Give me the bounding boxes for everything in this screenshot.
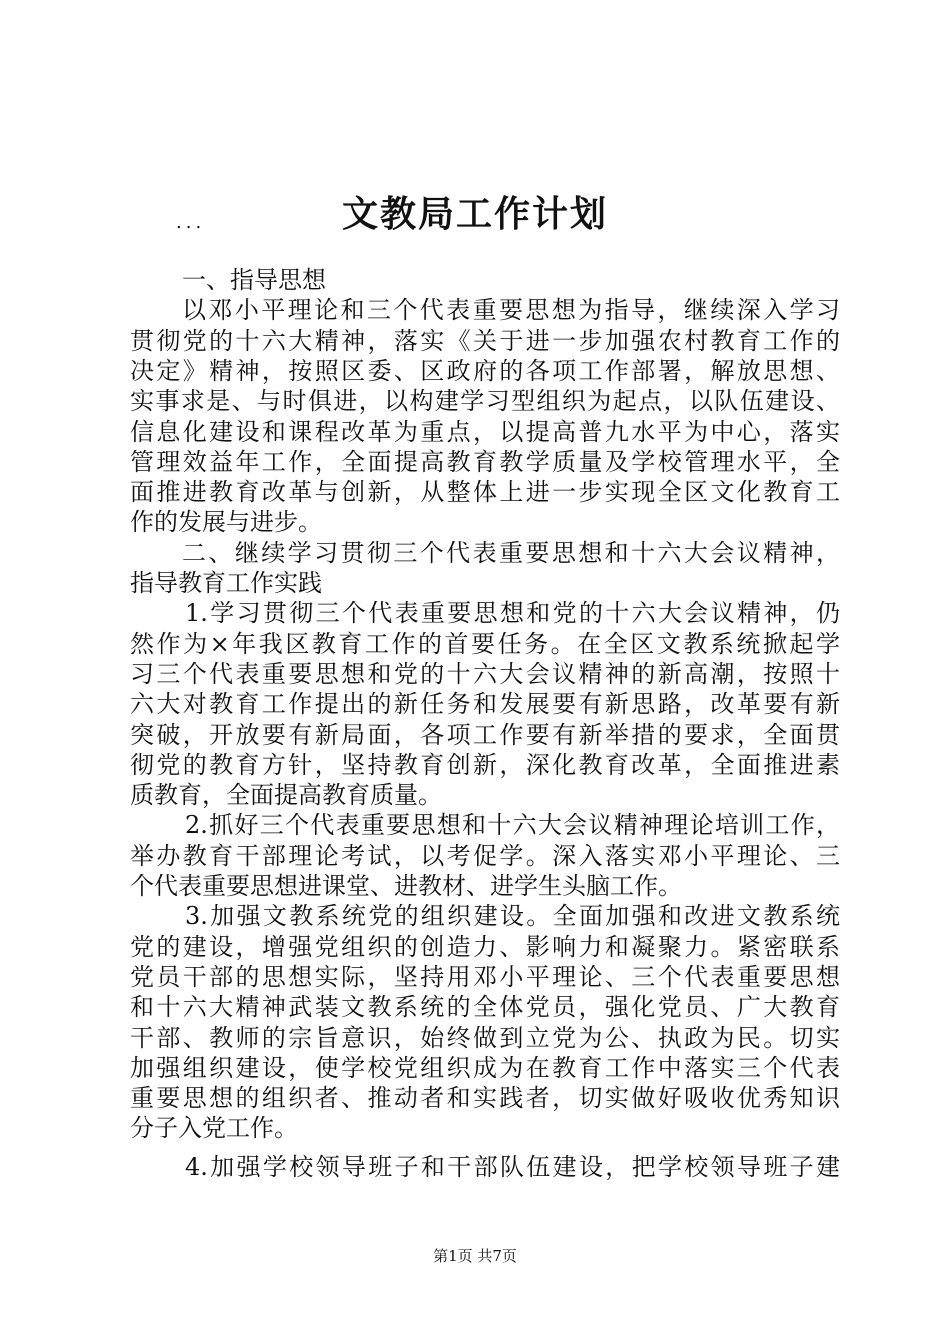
text-line: 举办教育干部理论考试，以考促学。深入落实邓小平理论、三: [130, 841, 840, 870]
text-line: 指导教育工作实践: [130, 569, 322, 597]
text-line: 和十六大精神武装文教系统的全体党员，强化党员、广大教育: [130, 993, 840, 1022]
text-line: 重要思想的组织者、推动者和实践者，切实做好吸收优秀知识: [130, 1084, 840, 1113]
text-line: 贯彻党的十六大精神，落实《关于进一步加强农村教育工作的: [130, 326, 840, 355]
text-line: 一、指导思想: [182, 266, 326, 294]
text-line: 作的发展与进步。: [130, 508, 322, 537]
text-line: 习三个代表重要思想和党的十六大会议精神的新高潮，按照十: [130, 659, 840, 688]
text-line: 面推进教育改革与创新，从整体上进一步实现全区文化教育工: [130, 478, 840, 507]
text-line: 党的建设，增强党组织的创造力、影响力和凝聚力。紧密联系: [130, 932, 840, 961]
text-line: 分子入党工作。: [130, 1114, 298, 1143]
text-line: 2.抓好三个代表重要思想和十六大会议精神理论培训工作，: [185, 811, 840, 840]
text-line: 实事求是、与时俱进，以构建学习型组织为起点，以队伍建设、: [130, 387, 840, 416]
text-line: 质教育，全面提高教育质量。: [130, 781, 442, 810]
text-line: 加强组织建设，使学校党组织成为在教育工作中落实三个代表: [130, 1053, 840, 1082]
text-line: 个代表重要思想进课堂、进教材、进学生头脑工作。: [130, 872, 682, 900]
page-number: 第1页 共7页: [433, 1247, 517, 1265]
ellipsis: ...: [176, 212, 206, 233]
text-line: 决定》精神，按照区委、区政府的各项工作部署，解放思想、: [130, 356, 840, 385]
text-line: 信息化建设和课程改革为重点，以提高普九水平为中心，落实: [130, 417, 840, 446]
text-line: 1.学习贯彻三个代表重要思想和党的十六大会议精神，仍: [185, 599, 840, 628]
text-line: 然作为×年我区教育工作的首要任务。在全区文教系统掀起学: [130, 629, 840, 658]
text-line: 干部、教师的宗旨意识，始终做到立党为公、执政为民。切实: [130, 1023, 840, 1052]
text-line: 彻党的教育方针，坚持教育创新，深化教育改革，全面推进素: [130, 750, 840, 779]
text-line: 管理效益年工作，全面提高教育教学质量及学校管理水平，全: [130, 447, 840, 476]
text-line: 以邓小平理论和三个代表重要思想为指导，继续深入学习: [182, 296, 840, 325]
text-line: 党员干部的思想实际，坚持用邓小平理论、三个代表重要思想: [130, 962, 840, 991]
text-line: 六大对教育工作提出的新任务和发展要有新思路，改革要有新: [130, 690, 840, 719]
text-line: 二、继续学习贯彻三个代表重要思想和十六大会议精神，: [182, 538, 840, 567]
document-title: 文教局工作计划: [341, 193, 608, 235]
text-line: 3.加强文教系统党的组织建设。全面加强和改进文教系统: [185, 902, 840, 931]
text-line: 突破，开放要有新局面，各项工作要有新举措的要求，全面贯: [130, 720, 840, 749]
text-line: 4.加强学校领导班子和干部队伍建设，把学校领导班子建: [185, 1152, 840, 1181]
